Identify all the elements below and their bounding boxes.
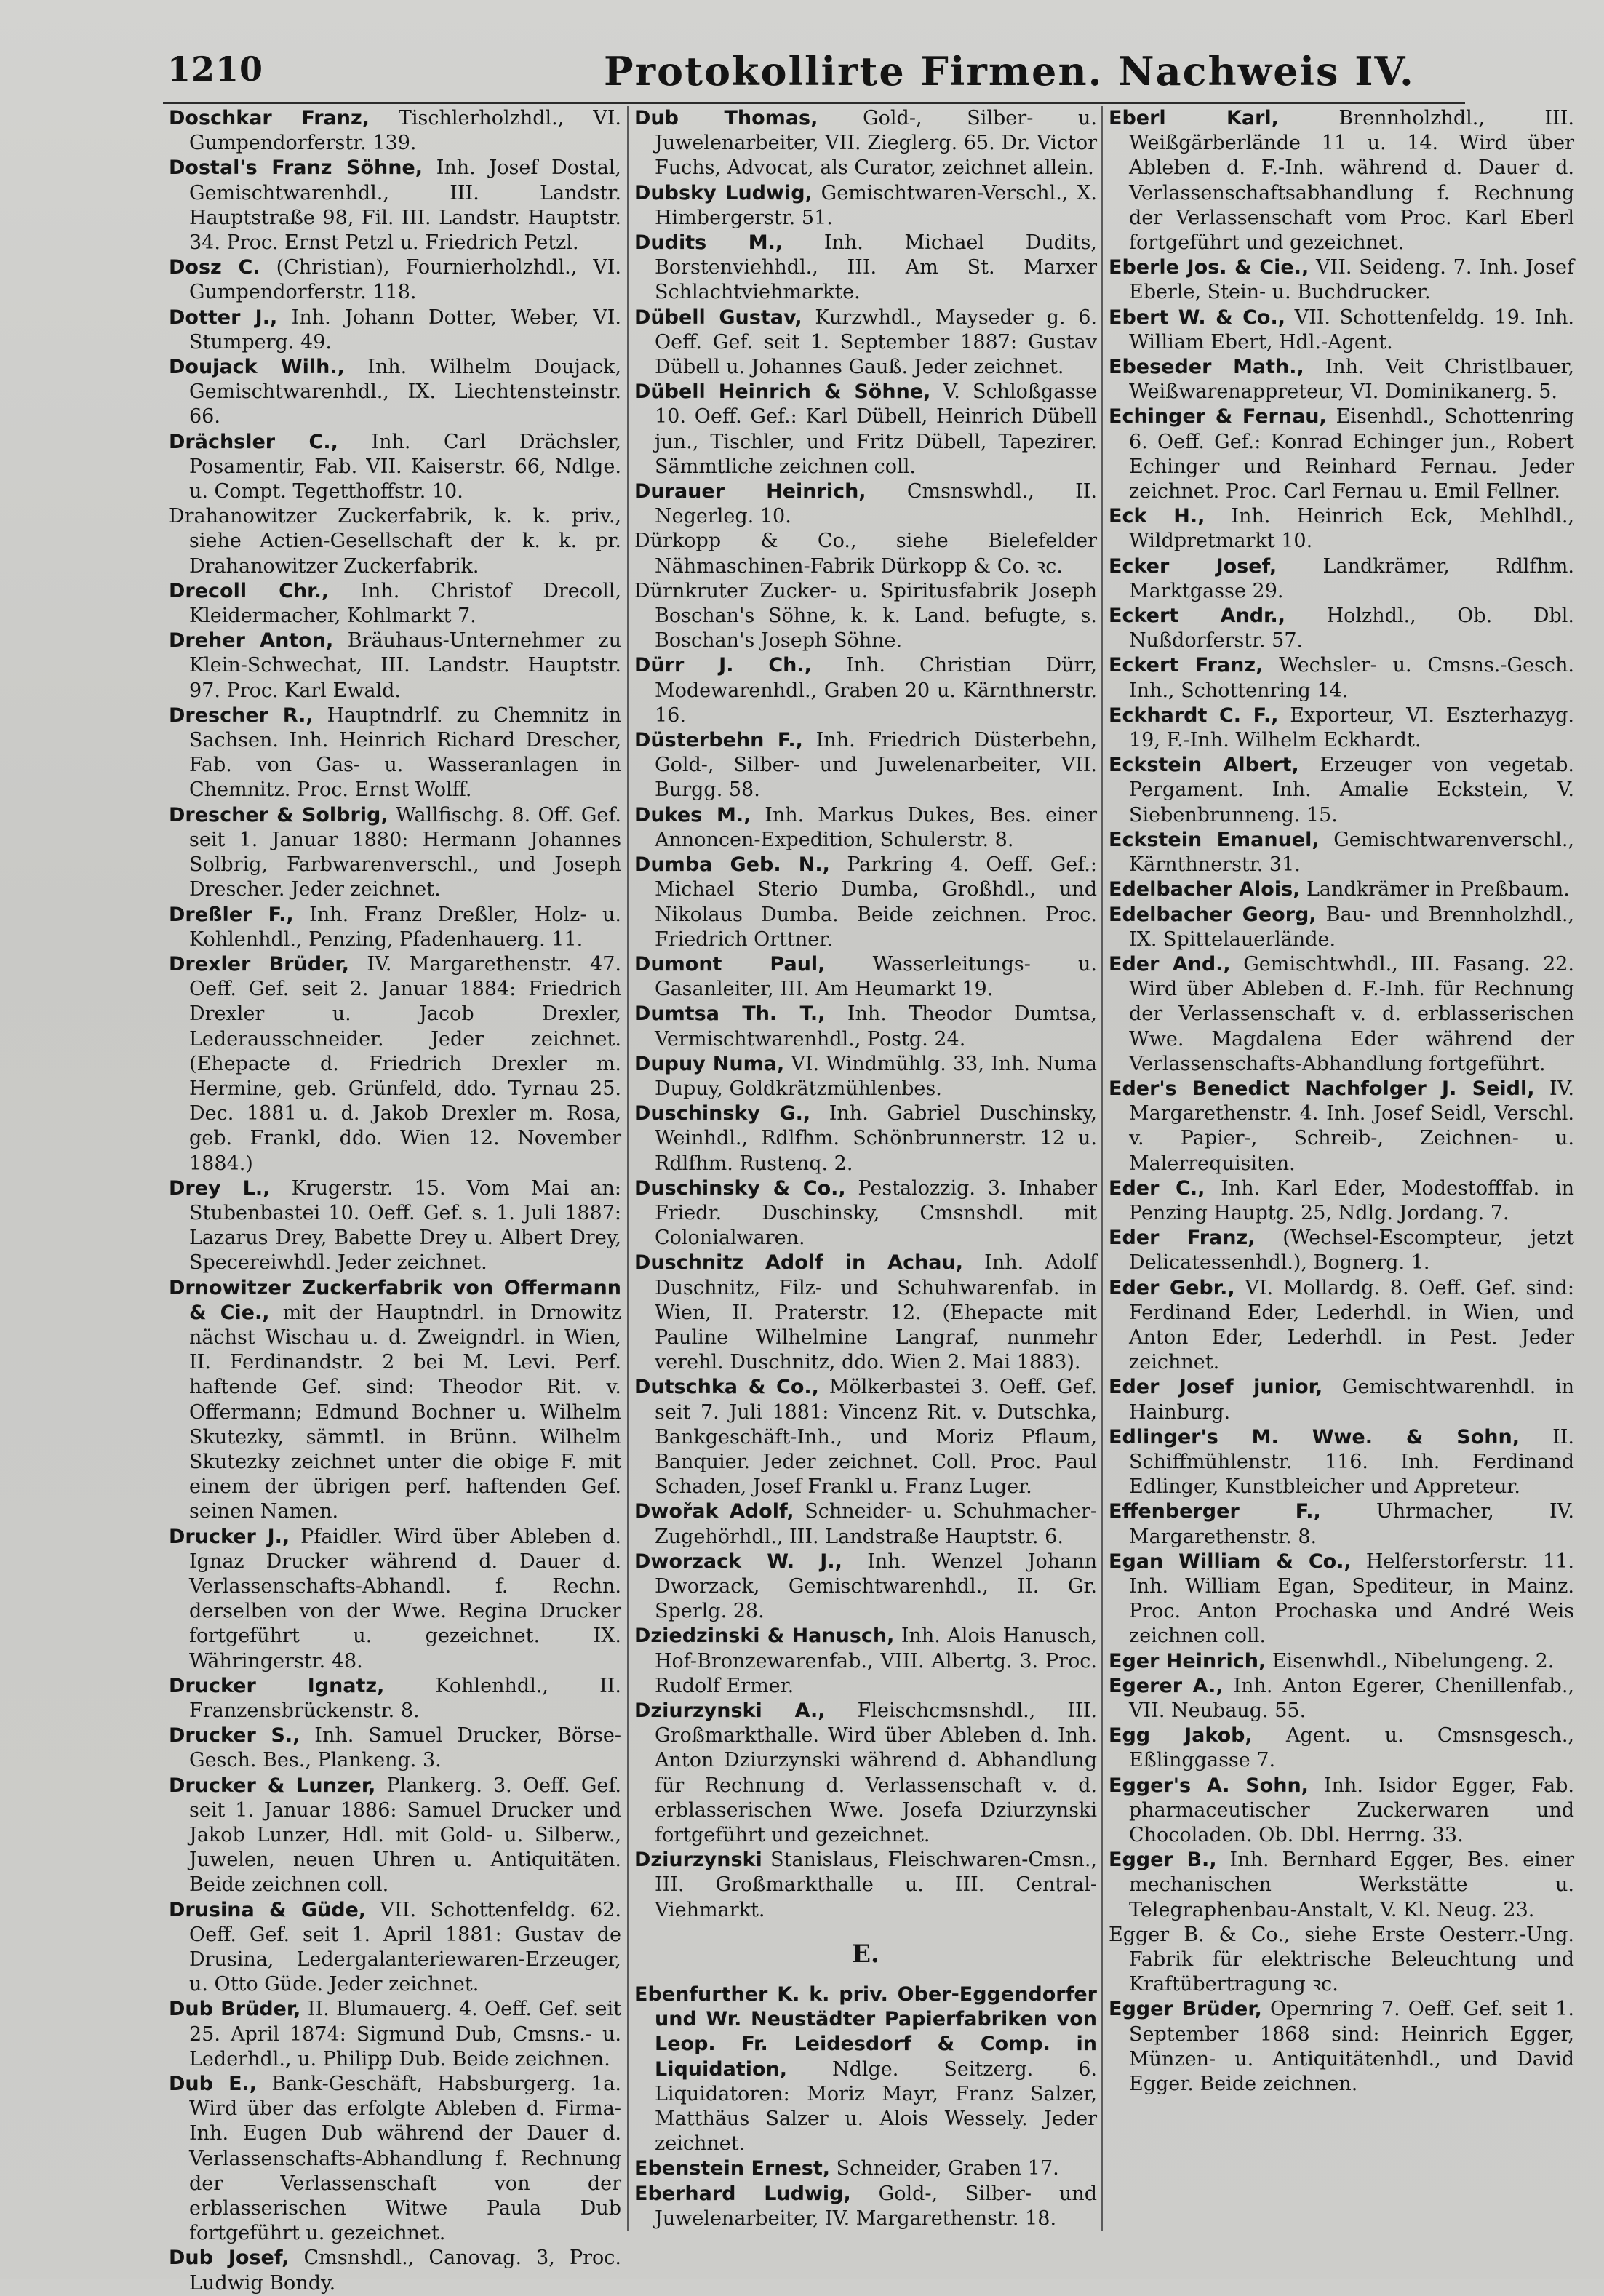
directory-entry [1109, 106, 1574, 255]
entry-text: Egger B. & Co., siehe Erste Oesterr.-Ung. Fabrik für elektrische Beleuchtung und Kraftübertragung ꝛc. [1109, 1923, 1574, 1996]
directory-entry [634, 1101, 1097, 1176]
firm-name: Dubsky Ludwig, [634, 181, 813, 204]
directory-entry [634, 1052, 1097, 1101]
directory-entry [634, 106, 1097, 181]
directory-entry [1109, 653, 1574, 703]
directory-entry [1109, 1226, 1574, 1275]
firm-name: Eckhardt C. F., [1109, 703, 1279, 727]
directory-entry [169, 2072, 621, 2246]
firm-name: Eberhard Ludwig, [634, 2182, 851, 2205]
firm-name: Drexler Brüder, [169, 952, 349, 976]
firm-name: Düsterbehn F., [634, 729, 803, 752]
firm-name: Dub Brüder, [169, 1998, 301, 2021]
entry-text: Hauptndrlf. zu Chemnitz in Sachsen. Inh. Heinrich Richard Drescher, Fab. von Gas- u. Wasseranlagen in Chemnitz. Proc. Ernst Wolff. [189, 703, 622, 802]
firm-name: Drucker Ignatz, [169, 1674, 385, 1697]
entry-text: Wechsler- u. Cmsns.-Gesch. Inh., Schottenring 14. [1129, 654, 1574, 702]
directory-entry [169, 1176, 621, 1276]
entry-text: Inh. Heinrich Eck, Mehlhdl., Wildpretmarkt 10. [1129, 505, 1574, 553]
directory-entry [169, 952, 621, 1176]
entry-text: IV. Margarethenstr. 47. Oeff. Gef. seit 2. Januar 1884: Friedrich Drexler u. Jacob Drexler, Lederausschneider. Jeder zeichnet. (Ehepacte d. Friedrich Drexler m. Hermine, geb. Grünfeld, ddo. Tyrnau 25. Dec. 1881 u. d. Jakob Drexler m. Rosa, geb. Frankl, ddo. Wien 12. November 1884.) [189, 952, 621, 1175]
entry-text: Inh. Adolf Duschnitz, Filz- und Schuhwarenfab. in Wien, II. Praterstr. 12. (Ehepacte mit Pauline Wilhelmine Langraf, nunmehr verehl. Duschnitz, ddo. Wien 2. Mai 1883). [655, 1251, 1097, 1374]
firm-name: Drescher & Solbrig, [169, 803, 388, 826]
firm-name: Duschinsky & Co., [634, 1176, 846, 1200]
firm-name: Doschkar Franz, [169, 107, 370, 129]
directory-entry [169, 1674, 621, 1723]
entry-text: Erzeuger von vegetab. Pergament. Inh. Amalie Eckstein, V. Siebenbrunneng. 15. [1129, 754, 1574, 826]
firm-name: Egger Brüder, [1109, 1998, 1262, 2021]
directory-entry [634, 1699, 1097, 1848]
entry-text: Gold-, Silber- u. Juwelenarbeiter, VII. Zieglerg. 65. Dr. Victor Fuchs, Advocat, als Curator, zeichnet allein. [655, 107, 1097, 180]
entry-text: Gemischtwarenverschl., Kärnthnerstr. 31. [1129, 828, 1575, 877]
section-heading: E. [852, 1939, 879, 1969]
entry-text: Helferstorferstr. 11. Inh. William Egan, Spediteur, in Mainz. Proc. Anton Prochaska und André Weis zeichnen coll. [1129, 1550, 1574, 1648]
entry-text: Tischlerholzhdl., VI. Gumpendorferstr. 139. [189, 107, 621, 155]
entry-text: VI. Windmühlg. 33, Inh. Numa Dupuy, Goldkrätzmühlenbes. [655, 1052, 1097, 1100]
firm-name: Eck H., [1109, 505, 1205, 528]
entry-text: Inh. Karl Eder, Modestofffab. in Penzing Hauptg. 25, Ndlg. Jordang. 7. [1129, 1176, 1574, 1224]
firm-name: Eger Heinrich, [1109, 1649, 1266, 1673]
entry-text: II. Blumauerg. 4. Oeff. Gef. seit 25. April 1874: Sigmund Dub, Cmsns.- u. Lederhdl., u. Philipp Dub. Beide zeichnen. [189, 1998, 621, 2070]
entry-text: Inh. Christof Drecoll, Kleidermacher, Kohlmarkt 7. [189, 579, 621, 628]
firm-name: Effenberger F., [1109, 1500, 1321, 1523]
entry-text: Opernring 7. Oeff. Gef. seit 1. September 1868 sind: Heinrich Egger, Münzen- u. Antiquitätenhdl., und David Egger. Beide zeichnen. [1129, 1998, 1574, 2096]
directory-entry [169, 629, 621, 703]
header-rule [163, 102, 1465, 104]
entry-text: Inh. Bernhard Egger, Bes. einer mechanischen Werkstätte u. Telegraphenbau-Anstalt, V. Kl. Neug. 23. [1129, 1849, 1575, 1921]
entry-text: Inh. Isidor Egger, Fab. pharmaceutischer Zuckerwaren und Chocoladen. Ob. Dbl. Herrng. 33. [1129, 1774, 1574, 1847]
directory-entry [634, 306, 1097, 380]
firm-name: Duschnitz Adolf in Achau, [634, 1251, 963, 1275]
firm-name: Egg Jakob, [1109, 1724, 1253, 1747]
page-number: 1210 [167, 49, 264, 89]
firm-name: Drescher R., [169, 703, 314, 727]
entry-text: Schneider, Graben 17. [830, 2157, 1059, 2180]
entry-text: Inh. Alois Hanusch, Hof-Bronzewarenfab., VIII. Albertg. 3. Proc. Rudolf Ermer. [655, 1625, 1098, 1697]
firm-name: Dosz C. [169, 256, 260, 279]
entry-text: Exporteur, VI. Eszterhazyg. 19, F.-Inh. Wilhelm Eckhardt. [1129, 703, 1574, 752]
firm-name: Dub Josef, [169, 2247, 290, 2270]
firm-name: Edelbacher Georg, [1109, 903, 1317, 926]
firm-name: Eckert Franz, [1109, 654, 1264, 677]
directory-entry [1109, 604, 1574, 653]
directory-entry [1109, 1276, 1574, 1376]
directory-entry [1109, 255, 1574, 305]
directory-entry [1109, 828, 1574, 877]
firm-name: Dukes M., [634, 803, 751, 826]
directory-entry [169, 1276, 621, 1525]
firm-name: Dübell Gustav, [634, 306, 802, 329]
firm-name: Dumba Geb. N., [634, 853, 830, 877]
firm-name: Eckstein Albert, [1109, 754, 1299, 777]
directory-entry [169, 156, 621, 255]
directory-entry [169, 306, 621, 355]
firm-name: Eckert Andr., [1109, 605, 1286, 628]
directory-entry [634, 1982, 1097, 2156]
firm-name: Edelbacher Alois, [1109, 878, 1301, 901]
entry-text: Gemischtwhdl., III. Fasang. 22. Wird über Ableben d. F.-Inh. für Rechnung der Verlassenschaft v. d. erblasserischen Wwe. Magdalena Eder während der Verlassenschafts-Abhandlung fortgeführt. [1129, 952, 1575, 1075]
firm-name: Ecker Josef, [1109, 554, 1277, 578]
firm-name: Drucker S., [169, 1724, 300, 1747]
column-1 [169, 106, 622, 2295]
firm-name: Eder Josef junior, [1109, 1376, 1323, 1399]
firm-name: Dub E., [169, 2073, 258, 2096]
directory-entry [1109, 1176, 1574, 1226]
directory-entry [634, 1002, 1097, 1051]
directory-entry [634, 2182, 1097, 2231]
firm-name: Eberle Jos. & Cie., [1109, 256, 1309, 279]
firm-name: Ebenfurther K. k. priv. Ober-Eggendorfer und Wr. Neustädter Papierfabriken von Leop. Fr. Leidesdorf & Comp. in Liquidation, [634, 1983, 1097, 2081]
directory-entry [634, 1375, 1097, 1499]
directory-entry [634, 231, 1097, 306]
entry-text: VII. Seideng. 7. Inh. Josef Eberle, Stein- u. Buchdrucker. [1129, 256, 1574, 304]
directory-entry [1109, 504, 1574, 554]
directory-entry [169, 903, 621, 952]
entry-text: Wasserleitungs- u. Gasanleiter, III. Am Heumarkt 19. [655, 952, 1097, 1001]
directory-entry [1109, 1375, 1574, 1424]
entry-text: Pestalozzig. 3. Inhaber Friedr. Duschinsky, Cmsnshdl. mit Colonialwaren. [655, 1176, 1097, 1250]
firm-name: Dworzack W. J., [634, 1550, 842, 1573]
directory-entry [1109, 1923, 1574, 1998]
firm-name: Drusina & Güde, [169, 1898, 367, 1921]
entry-text: Wallfischg. 8. Off. Gef. seit 1. Januar 1880: Hermann Johannes Solbrig, Farbwarenverschl., und Joseph Drescher. Jeder zeichnet. [189, 803, 621, 901]
firm-name: Egan William & Co., [1109, 1550, 1352, 1573]
directory-entry [634, 380, 1097, 479]
firm-name: Egger's A. Sohn, [1109, 1774, 1309, 1797]
firm-name: Ebeseder Math., [1109, 356, 1304, 379]
entry-text: Stanislaus, Fleischwaren-Cmsn., III. Großmarkthalle u. III. Central-Viehmarkt. [655, 1849, 1097, 1921]
entry-text: Fleischcmsnshdl., III. Großmarkthalle. Wird über Ableben d. Inh. Anton Dziurzynski während d. Abhandlung für Rechnung d. Verlassenschaft v. d. erblasserischen Wwe. Josefa Dziurzynski fortgeführt und gezeichnet. [655, 1699, 1097, 1847]
directory-entry [634, 181, 1097, 231]
directory-entry [1109, 554, 1574, 604]
firm-name: Drucker & Lunzer, [169, 1774, 376, 1797]
directory-entry [169, 106, 621, 156]
firm-name: Dub Thomas, [634, 107, 818, 129]
firm-name: Eder Franz, [1109, 1227, 1256, 1250]
firm-name: Dreher Anton, [169, 629, 334, 653]
entry-text: Inh. Veit Christlbauer, Weißwarenappreteur, VI. Dominikanerg. 5. [1129, 356, 1574, 404]
firm-name: Drey L., [169, 1176, 271, 1200]
directory-entry [634, 653, 1097, 728]
firm-name: Dziurzynski A., [634, 1699, 826, 1722]
directory-entry [1109, 753, 1574, 828]
directory-entry [1109, 1997, 1574, 2097]
entry-text: Inh. Gabriel Duschinsky, Weinhdl., Rdlfhm. Schönbrunnerstr. 12 u. Rdlfhm. Rustenq. 2. [655, 1102, 1097, 1175]
entry-text: (Christian), Fournierholzhdl., VI. Gumpendorferstr. 118. [189, 256, 622, 304]
firm-name: Eder And., [1109, 952, 1231, 976]
entry-text: Inh. Markus Dukes, Bes. einer Annoncen-Expedition, Schulerstr. 8. [655, 803, 1098, 851]
column-divider [627, 106, 629, 2231]
directory-entry [169, 803, 621, 903]
directory-entry [1109, 306, 1574, 355]
directory-entry [634, 1550, 1097, 1625]
directory-entry [169, 579, 621, 629]
entry-text: VII. Schottenfeldg. 62. Oeff. Gef. seit 1. April 1881: Gustav de Drusina, Ledergalanteriewaren-Erzeuger, u. Otto Güde. Jeder zeichnet. [189, 1898, 622, 1996]
entry-text: Kohlenhdl., II. Franzensbrückenstr. 8. [189, 1674, 621, 1722]
directory-entry [169, 355, 621, 430]
entry-text: Inh. Christian Dürr, Modewarenhdl., Graben 20 u. Kärnthnerstr. 16. [655, 654, 1097, 727]
entry-text: V. Schloßgasse 10. Oeff. Gef.: Karl Dübell, Heinrich Dübell jun., Tischler, und Fritz Dübell, Tapezirer. Sämmtliche zeichnen coll. [655, 380, 1098, 478]
directory-entry [634, 1176, 1097, 1251]
directory-entry [634, 479, 1097, 529]
entry-text: Inh. Wenzel Johann Dworzack, Gemischtwarenhdl., II. Gr. Sperlg. 28. [655, 1550, 1098, 1623]
entry-text: Bräuhaus-Unternehmer zu Klein-Schwechat, III. Landstr. Hauptstr. 97. Proc. Karl Ewald. [189, 629, 621, 702]
entry-text: Plankerg. 3. Oeff. Gef. seit 1. Januar 1886: Samuel Drucker und Jakob Lunzer, Hdl. mit Gold- u. Silberw., Juwelen, neuen Uhren u. Antiquitäten. Beide zeichnen coll. [189, 1774, 621, 1897]
directory-entry [634, 1848, 1097, 1923]
firm-name: Durauer Heinrich, [634, 480, 866, 503]
entry-text: Dürnkruter Zucker- u. Spiritusfabrik Joseph Boschan's Söhne, k. k. Land. befugte, s. Boschan's Joseph Söhne. [634, 579, 1097, 653]
entry-text: VII. Schottenfeldg. 19. Inh. William Ebert, Hdl.-Agent. [1129, 306, 1574, 354]
entry-text: Inh. Samuel Drucker, Börse-Gesch. Bes., Plankeng. 3. [189, 1724, 621, 1772]
firm-name: Ebenstein Ernest, [634, 2157, 830, 2180]
entry-text: mit der Hauptndrl. in Drnowitz nächst Wischau u. d. Zweigndrl. in Wien, II. Ferdinandstr. 2 bei M. Levi. Perf. haftende Gef. sind: Theodor Rit. v. Offermann; Edmund Bochner u. Wilhelm Skutezky, sämmtl. in Brünn. Wilhelm Skutezky zeichnet unter die obige F. mit einem der übrigen perf. haftenden Gef. seinen Namen. [189, 1301, 622, 1523]
firm-name: Doujack Wilh., [169, 356, 345, 379]
firm-name: Dumtsa Th. T., [634, 1002, 826, 1026]
entry-text: Gold-, Silber- und Juwelenarbeiter, IV. Margarethenstr. 18. [655, 2182, 1097, 2230]
directory-entry [1109, 703, 1574, 753]
firm-name: Dostal's Franz Söhne, [169, 156, 423, 180]
directory-entry [634, 803, 1097, 853]
firm-name: Edlinger's M. Wwe. & Sohn, [1109, 1425, 1520, 1448]
firm-name: Dudits M., [634, 231, 783, 255]
entry-text: Brennholzhdl., III. Weißgärberlände 11 u. 14. Wird über Ableben d. F.-Inh. während d. Dauer d. Verlassenschaftsabhandlung f. Rechnung der Verlassenschaft vom Proc. Karl Eberl fortgeführt und gezeichnet. [1129, 107, 1574, 255]
entry-text: Inh. Johann Dotter, Weber, VI. Stumperg. 49. [189, 306, 621, 354]
directory-entry [169, 255, 621, 305]
firm-name: Dutschka & Co., [634, 1376, 819, 1399]
directory-entry [1109, 404, 1574, 504]
directory-entry [169, 1898, 621, 1998]
entry-text: Kurzwhdl., Mayseder g. 6. Oeff. Gef. seit 1. September 1887: Gustav Dübell u. Johannes Gauß. Jeder zeichnet. [655, 306, 1097, 379]
firm-name: Echinger & Fernau, [1109, 405, 1327, 428]
entry-text: Uhrmacher, IV. Margarethenstr. 8. [1129, 1500, 1574, 1548]
entry-text: Cmsnshdl., Canovag. 3, Proc. Ludwig Bondy. [189, 2247, 622, 2295]
entry-text: IV. Margarethenstr. 4. Inh. Josef Seidl, Verschl. v. Papier-, Schreib-, Zeichnen- u. Malerrequisiten. [1129, 1077, 1574, 1175]
page-header [167, 44, 1462, 102]
directory-entry [169, 1774, 621, 1898]
firm-name: Duschinsky G., [634, 1102, 811, 1125]
firm-name: Dotter J., [169, 306, 278, 329]
directory-entry [634, 952, 1097, 1002]
column-2 [634, 106, 1097, 2231]
firm-name: Drecoll Chr., [169, 579, 330, 602]
directory-entry [634, 728, 1097, 803]
entry-text: Bank-Geschäft, Habsburgerg. 1a. Wird über das erfolgte Ableben d. Firma-Inh. Eugen Dub während der Dauer d. Verlassenschafts-Abhandlung f. Rechnung der Verlassenschaft von der erblasserischen Witwe Paula Dub fortgeführt u. gezeichnet. [189, 2073, 621, 2245]
firm-name: Eckstein Emanuel, [1109, 828, 1320, 851]
directory-entry [634, 1251, 1097, 1375]
directory-entry [169, 504, 621, 579]
firm-name: Dreßler F., [169, 903, 294, 926]
directory-entry [634, 529, 1097, 578]
directory-entry [634, 1624, 1097, 1699]
directory-entry [1109, 1674, 1574, 1723]
entry-text: Schneider- u. Schuhmacher-Zugehörhdl., III. Landstraße Hauptstr. 6. [655, 1500, 1097, 1548]
entry-text: Ndlge. Seitzerg. 6. Liquidatoren: Moriz Mayr, Franz Salzer, Matthäus Salzer u. Alois Wessely. Jeder zeichnet. [655, 2057, 1097, 2156]
directory-entry [169, 2246, 621, 2295]
entry-text: Pfaidler. Wird über Ableben d. Ignaz Drucker während d. Dauer d. Verlassenschafts-Abhandl. f. Rechn. derselben von der Wwe. Regina Drucker fortgeführt u. gezeichnet. IX. Währingerstr. 48. [189, 1525, 621, 1673]
directory-entry [1109, 1848, 1574, 1923]
directory-entry [169, 1525, 621, 1674]
firm-name: Dupuy Numa, [634, 1052, 785, 1075]
directory-entry [634, 853, 1097, 952]
directory-entry [1109, 877, 1574, 902]
directory-entry [169, 430, 621, 505]
entry-text: Inh. Friedrich Düsterbehn, Gold-, Silber- und Juwelenarbeiter, VII. Burgg. 58. [655, 729, 1097, 802]
directory-entry [169, 703, 621, 803]
entry-text: Krugerstr. 15. Vom Mai an: Stubenbastei 10. Oeff. Gef. s. 1. Juli 1887: Lazarus Drey, Babette Drey u. Albert Drey, Specereiwhdl. Jeder zeichnet. [189, 1176, 621, 1275]
firm-name: Eberl Karl, [1109, 107, 1279, 129]
entry-text: Inh. Josef Dostal, Gemischtwarenhdl., III. Landstr. Hauptstraße 98, Fil. III. Landstr. Hauptstr. 34. Proc. Ernst Petzl u. Friedrich Petzl. [189, 156, 622, 255]
entry-text: Landkrämer in Preßbaum. [1300, 878, 1570, 901]
entry-text: Gemischtwaren-Verschl., X. Himbergerstr. 51. [655, 181, 1098, 229]
firm-name: Dübell Heinrich & Söhne, [634, 380, 931, 404]
firm-name: Dürr J. Ch., [634, 654, 812, 677]
firm-name: Dziedzinski & Hanusch, [634, 1625, 895, 1648]
directory-entry [1109, 952, 1574, 1077]
entry-text: Inh. Franz Dreßler, Holz- u. Kohlenhdl., Penzing, Pfadenhauerg. 11. [189, 903, 621, 951]
entry-text: Drahanowitzer Zuckerfabrik, k. k. priv., siehe Actien-Gesellschaft der k. k. pr. Drahanowitzer Zuckerfabrik. [169, 505, 621, 578]
entry-text: Eisenhdl., Schottenring 6. Oeff. Gef.: Konrad Echinger jun., Robert Echinger und Reinhard Fernau. Jeder zeichnet. Proc. Carl Fernau u. Emil Fellner. [1129, 405, 1574, 503]
directory-entry [169, 1997, 621, 2072]
entry-text: Inh. Michael Dudits, Borstenviehhdl., III. Am St. Marxer Schlachtviehmarkte. [655, 231, 1097, 304]
directory-entry [634, 579, 1097, 654]
entry-text: Inh. Wilhelm Doujack, Gemischtwarenhdl., IX. Liechtensteinstr. 66. [189, 356, 621, 428]
directory-entry [634, 1499, 1097, 1549]
entry-text: Agent. u. Cmsnsgesch., Eßlinggasse 7. [1129, 1724, 1574, 1772]
entry-text: VI. Mollardg. 8. Oeff. Gef. sind: Ferdinand Eder, Lederhdl. in Wien, und Anton Eder, Lederhdl. in Pest. Jeder zeichnet. [1129, 1276, 1574, 1374]
firm-name: Ebert W. & Co., [1109, 306, 1285, 329]
firm-name: Eder's Benedict Nachfolger J. Seidl, [1109, 1077, 1535, 1100]
firm-name: Drächsler C., [169, 430, 338, 453]
entry-text: Mölkerbastei 3. Oeff. Gef. seit 7. Juli 1881: Vincenz Rit. v. Dutschka, Bankgeschäft-Inh., und Moriz Pflaum, Banquier. Jeder zeichnet. Coll. Proc. Paul Schaden, Josef Frankl u. Franz Luger. [655, 1376, 1097, 1499]
directory-entry [1109, 1649, 1574, 1674]
firm-name: Dumont Paul, [634, 952, 826, 976]
entry-text: Bau- und Brennholzhdl., IX. Spittelauerlände. [1129, 903, 1574, 951]
entry-text: Landkrämer, Rdlfhm. Marktgasse 29. [1129, 554, 1574, 602]
entry-text: Gemischtwarenhdl. in Hainburg. [1129, 1376, 1574, 1424]
entry-text: Dürkopp & Co., siehe Bielefelder Nähmaschinen-Fabrik Dürkopp & Co. ꝛc. [634, 530, 1097, 578]
firm-name: Drucker J., [169, 1525, 290, 1548]
entry-text: Eisenwhdl., Nibelungeng. 2. [1266, 1649, 1555, 1673]
firm-name: Egger B., [1109, 1849, 1217, 1872]
directory-entry [1109, 1425, 1574, 1500]
directory-entry [1109, 1077, 1574, 1176]
directory-entry [1109, 1550, 1574, 1649]
directory-entry [634, 2156, 1097, 2181]
entry-text: II. Schiffmühlenstr. 116. Inh. Ferdinand Edlinger, Kunstbleicher und Appreteur. [1129, 1425, 1574, 1499]
directory-entry [1109, 1774, 1574, 1849]
directory-entry [1109, 1723, 1574, 1773]
entry-text: (Wechsel-Escompteur, jetzt Delicatessenhdl.), Bognerg. 1. [1129, 1227, 1574, 1275]
firm-name: Dwořak Adolf, [634, 1500, 794, 1523]
entry-text: Parkring 4. Oeff. Gef.: Michael Sterio Dumba, Großhdl., und Nikolaus Dumba. Beide zeichnen. Proc. Friedrich Orttner. [655, 853, 1097, 951]
entry-text: Holzhdl., Ob. Dbl. Nußdorferstr. 57. [1129, 605, 1574, 653]
firm-name: Eder Gebr., [1109, 1276, 1235, 1299]
directory-entry [169, 1723, 621, 1773]
column-3 [1109, 106, 1574, 2231]
firm-name: Egerer A., [1109, 1674, 1224, 1697]
directory-entry [1109, 903, 1574, 952]
entry-text: Cmsnswhdl., II. Negerleg. 10. [655, 480, 1097, 528]
directory-entry [1109, 355, 1574, 404]
column-divider [1101, 106, 1103, 2231]
firm-name: Drnowitzer Zuckerfabrik von Offermann & Cie., [169, 1276, 621, 1324]
entry-text: Inh. Theodor Dumtsa, Vermischtwarenhdl., Postg. 24. [655, 1002, 1097, 1051]
entry-text: Inh. Carl Drächsler, Posamentir, Fab. VII. Kaiserstr. 66, Ndlge. u. Compt. Tegetthoffstr. 10. [189, 430, 621, 503]
entry-text: Inh. Anton Egerer, Chenillenfab., VII. Neubaug. 55. [1129, 1674, 1574, 1722]
running-title: Protokollirte Firmen. Nachweis IV. [604, 48, 1415, 95]
firm-name: Dziurzynski [634, 1849, 762, 1872]
directory-entry [1109, 1499, 1574, 1549]
firm-name: Eder C., [1109, 1176, 1205, 1200]
